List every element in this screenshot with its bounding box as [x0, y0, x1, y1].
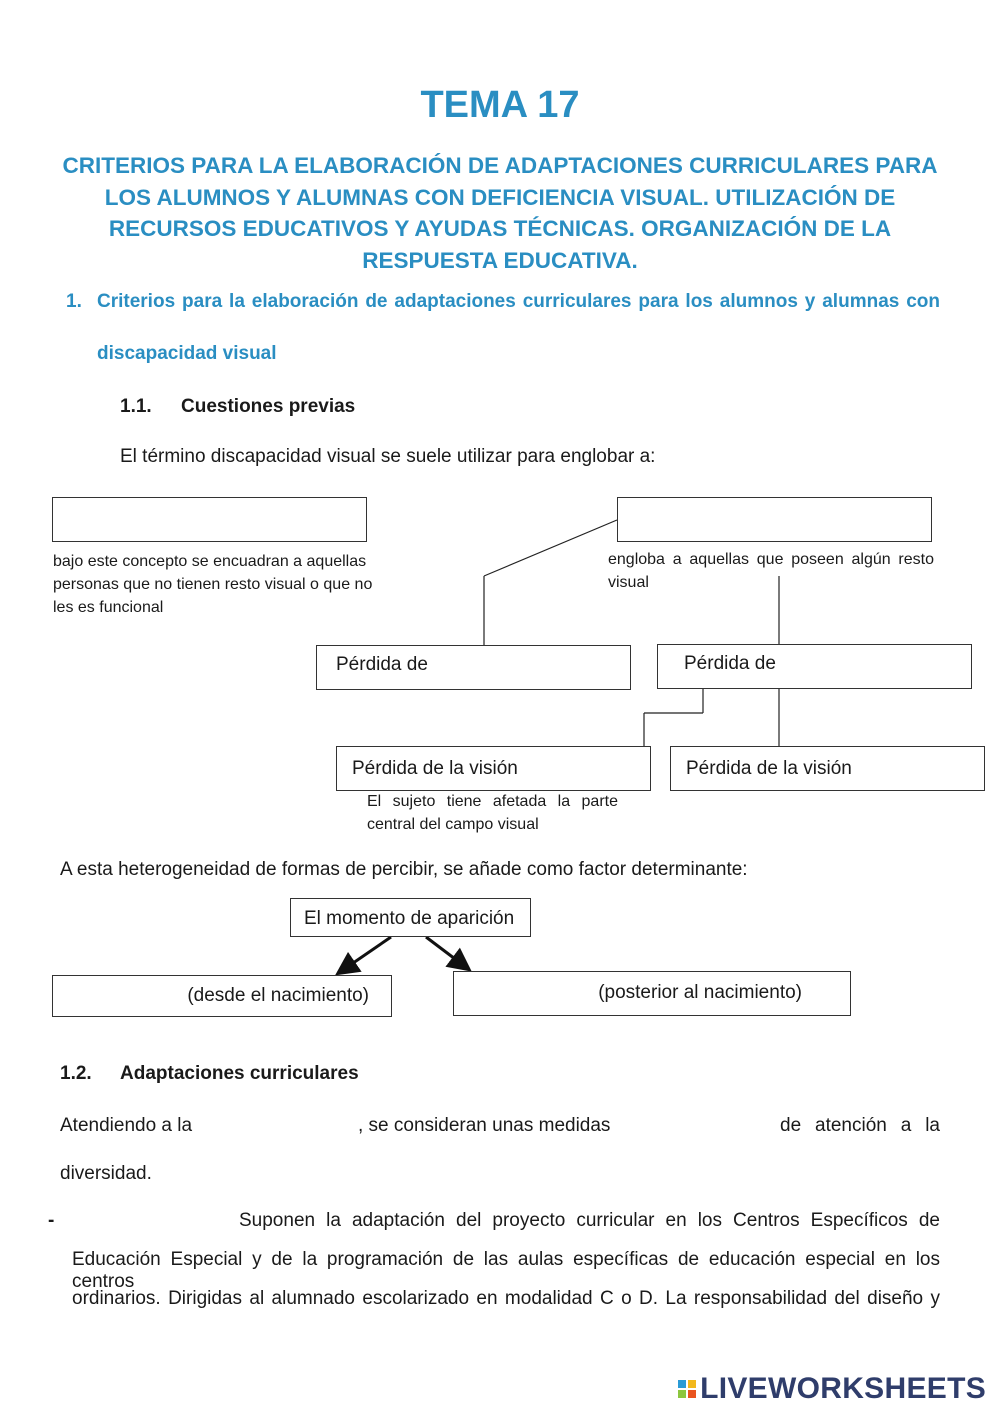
moment-box: [290, 898, 531, 937]
section-1-heading-line2: discapacidad visual: [97, 343, 277, 364]
vision-box-1-note: El sujeto tiene afetada la parte central del campo visual: [367, 793, 618, 833]
bullet-marker: -: [48, 1210, 55, 1231]
vision-box-1-label: Pérdida de la visión: [352, 758, 518, 779]
after-birth-answer-label: (posterior al nacimiento): [598, 982, 802, 1003]
right-category-answer-box[interactable]: [617, 497, 932, 542]
birth-answer-label: (desde el nacimiento): [187, 985, 369, 1006]
bullet-blank[interactable]: [73, 1205, 233, 1235]
perdida-box-1-label: Pérdida de: [336, 654, 428, 675]
bullet-line-1: Suponen la adaptación del proyecto curricular en los Centros Específicos de: [239, 1210, 940, 1231]
liveworksheets-logo-icon: [678, 1380, 696, 1398]
section-1-heading-line1: Criterios para la elaboración de adaptaciones curriculares para los alumnos y alumnas con: [97, 291, 940, 312]
page-subtitle: CRITERIOS PARA LA ELABORACIÓN DE ADAPTACIONES CURRICULARES PARA LOS ALUMNOS Y ALUMNAS CON DEFICIENCIA VISUAL. UTILIZACIÓN DE RECURSOS EDUCATIVOS Y AYUDAS TÉCNICAS. ORGANIZACIÓN DE LA RESPUESTA EDUCATIVA.: [62, 153, 938, 273]
vision-box-2[interactable]: [670, 746, 985, 791]
left-category-note: bajo este concepto se encuadran a aquellas personas que no tienen resto visual o que no les es funcional: [53, 553, 373, 616]
perdida-box-2[interactable]: [657, 644, 972, 689]
right-category-note: engloba a aquellas que poseen algún resto visual: [608, 551, 934, 591]
section-1-2-number: 1.2.: [60, 1063, 92, 1084]
connector-line: [484, 520, 617, 576]
adaptations-text-a: Atendiendo a la: [60, 1115, 193, 1136]
bullet-line-3: ordinarios. Dirigidas al alumnado escolarizado en modalidad C o D. La responsabilidad del diseño y: [72, 1288, 940, 1309]
moment-box-label: El momento de aparición: [304, 908, 515, 929]
adaptations-blank-2[interactable]: [612, 1110, 772, 1140]
factor-text: A esta heterogeneidad de formas de percibir, se añade como factor determinante:: [60, 859, 748, 880]
section-1-1-intro: El término discapacidad visual se suele utilizar para englobar a:: [120, 446, 656, 467]
page-title: TEMA 17: [420, 84, 580, 126]
section-1-1-number: 1.1.: [120, 396, 152, 417]
adaptations-text-d: diversidad.: [60, 1163, 152, 1184]
section-1-1-title: Cuestiones previas: [181, 396, 356, 417]
perdida-box-2-label: Pérdida de: [684, 653, 776, 674]
adaptations-blank-1[interactable]: [193, 1110, 353, 1140]
liveworksheets-logo: [678, 1372, 986, 1406]
section-1-number: 1.: [66, 291, 82, 312]
vision-box-1[interactable]: [336, 746, 651, 791]
arrow-left: [340, 937, 391, 972]
section-1-2-title: Adaptaciones curriculares: [120, 1063, 359, 1084]
adaptations-text-c: de atención a la: [780, 1115, 940, 1136]
liveworksheets-logo-text: LIVEWORKSHEETS: [700, 1372, 986, 1405]
vision-box-2-label: Pérdida de la visión: [686, 758, 852, 779]
perdida-box-1[interactable]: [316, 645, 631, 690]
left-category-answer-box[interactable]: [52, 497, 367, 542]
birth-answer-box[interactable]: [52, 975, 392, 1017]
bullet-line-2: Educación Especial y de la programación de las aulas específicas de educación especial en los centros: [72, 1249, 940, 1292]
after-birth-answer-box[interactable]: [453, 971, 851, 1016]
arrow-right: [426, 937, 467, 968]
adaptations-text-b: , se consideran unas medidas: [358, 1115, 611, 1136]
